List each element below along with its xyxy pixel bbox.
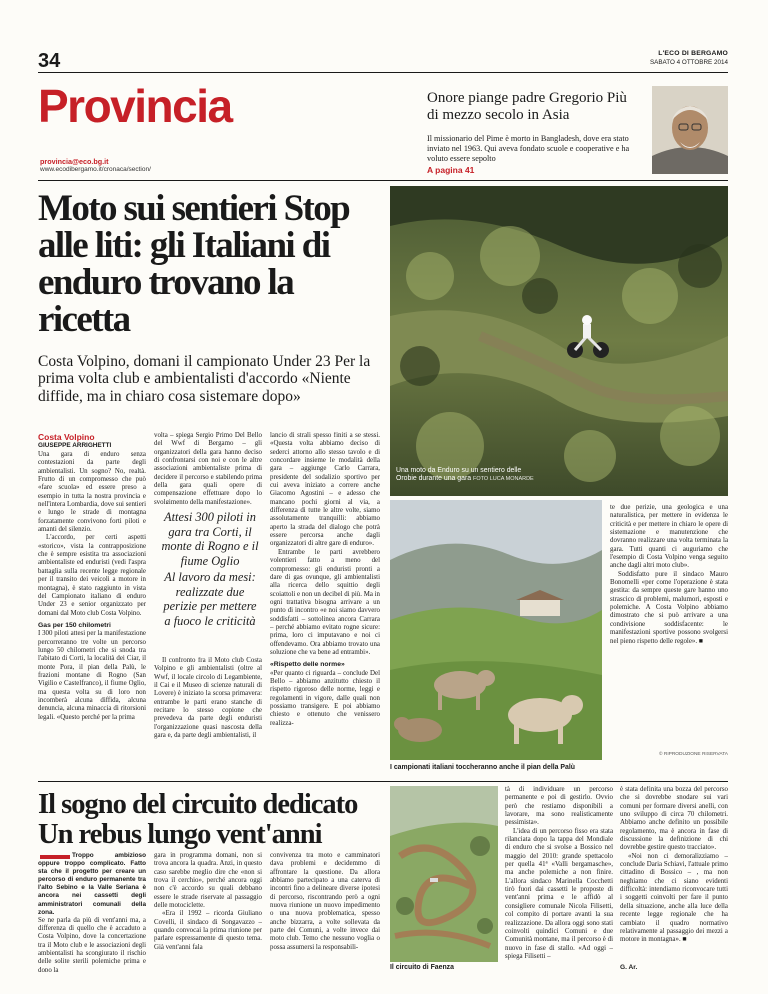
article1-col2-bottom [154, 657, 262, 773]
section-url[interactable]: www.ecodibergamo.it/cronaca/section/ [40, 166, 151, 173]
teaser-title[interactable]: Onore piange padre Gregorio Più di mezzo secolo in Asia [427, 90, 627, 123]
article1-col2-p2: Il confronto fra il Moto club Costa Volpino e gli ambientalisti (oltre al Wwf, il locale circolo di Legambiente, il Cai e il Museo di scienze naturali di Lovere) è iniziato la scorsa primavera: entrambe le parti erano stanche di recitare lo stesso copione che prevedeva da parte degli enduristi l'organizzazione quasi nascosta della gara e, da parte degli ambientalisti, il [154, 657, 262, 740]
article1-copyright: © RIPRODUZIONE RISERVATA [658, 752, 728, 757]
teaser-text: Il missionario del Pime è morto in Bangladesh, dove era stato inviato nel 1963. Qui aveva fondato scuole e cooperative e ha voluto essere sepolto [427, 134, 630, 163]
article2-col4-p1: tà di individuare un percorso permanente e poi di gestirlo. Ovvio però che restiamo disponibili a lavorare, ma sono realisticamente pessimista». [505, 786, 613, 827]
publication-name: L'ECO DI BERGAMO [658, 50, 728, 57]
teaser-portrait [652, 86, 728, 174]
section-title: Provincia [38, 80, 232, 132]
photo1-caption [396, 467, 536, 483]
article1-col1-p3: I 300 piloti attesi per la manifestazione percorreranno tre volte un percorso lungo 50 chilometri che si snoda tra l'abitato di Corti, la località dei Ciar, il monte Pora, il pian della Palù, le frazioni montane di Rogno (San Vigilio e Castelfranco), il fiume Oglio, ma questa volta su di loro non incomberà alcuna diffida, alcuna denuncia, alcuna minaccia di ritorsioni legali. «Questo perché per la prima [38, 630, 146, 721]
article1-col3-subhead: «Rispetto delle norme» [270, 661, 345, 669]
article1-col2-p1: volta – spiega Sergio Primo Del Bello del Wwf di Bergamo – gli organizzatori della gara hanno deciso di confrontarsi con noi e con le altre associazioni ambientaliste prima di decidere il percorso e stabilendo prima della gara quali opere di compensazione effettuare dopo lo svolgimento della manifestazione». [154, 432, 262, 504]
article1-pullquote-2: Al lavoro da mesi: realizzate due perizie per mettere a fuoco le criticità [163, 570, 257, 628]
article2-col4 [505, 786, 613, 972]
article2-kicker: Troppo ambizioso oppure troppo complicato. Fatto sta che il progetto per creare un percorso di enduro permanente tra l'alto Sebino e la Valle Seriana è ancora nei cassetti degli amministratori comunali della zona. [38, 852, 146, 916]
article1-col4-p1: te due perizie, una geologica e una naturalistica, per mettere in evidenza le criticità e per mettere in chiaro le opere di sistemazione e manutenzione che dovranno realizzare una volta terminata la gara. Tutti quanti ci auguriamo che l'esempio di Costa Volpino venga seguito anche dagli altri moto club». [610, 504, 728, 570]
article1-headline: Moto sui sentieri Stop alle liti: gli Italiani di enduro trovano la ricetta [38, 188, 350, 340]
photo2-caption: I campionati italiani toccheranno anche il pian della Palù [390, 764, 575, 771]
article1-col3-p1: lancio di strali spesso finiti a se stessi. «Questa volta abbiamo deciso di sederci attorno allo stesso tavolo e di concordare insieme le modalità della gara – aggiunge Carlo Carrara, presidente del sodalizio sportivo per cui aveva iniziato a correre anche Giacomo Agostini – e adesso che mancano pochi giorni al via, a differenza di tutte le altre volte, siamo assolutamente tranquilli: abbiamo aperto la strada del dialogo che potrà essere percorsa anche dagli organizzatori di altre gare di enduro». [270, 432, 380, 548]
article2-col5 [620, 786, 728, 964]
article1-col1 [38, 451, 146, 773]
article1-location: Costa Volpino [38, 432, 95, 442]
photo3-caption: Il circuito di Faenza [390, 964, 454, 971]
photo1-credit: FOTO LUCA MONARDE [473, 476, 534, 483]
article1-col4-p2: Soddisfatto pure il sindaco Mauro Bonomelli «per come l'operazione è stata gestita: da sempre queste gare hanno uno strascico di problemi, malumori, esposti e polemiche. A Costa Volpino abbiamo dimostrato che si può arrivare a una condivisione soddisfacente: le manifestazioni sportive possono svolgersi nel pieno rispetto delle regole». ■ [610, 570, 728, 645]
photo-cows-pasture [390, 500, 602, 760]
article1-col1-p2: L'accordo, per certi aspetti «storico», vista la contrapposizione che è sempre esistita tra associazioni ambientaliste ed enduristi (vedi l'aspra battaglia sulla recente legge regionale per il transito dei veicoli a motore in montagna), è stato raggiunto in vista del Campionato italiano di enduro Under 23 e senior organizzato per domani dal Moto club Costa Volpino. [38, 534, 146, 617]
article1-pullquote-1: Attesi 300 piloti in gara tra Corti, il monte di Rogno e il fiume Oglio [161, 510, 259, 568]
article1-col3 [270, 432, 380, 773]
photo-enduro-trail [390, 186, 728, 496]
publication-date: SABATO 4 OTTOBRE 2014 [649, 59, 728, 66]
teaser-rule [38, 180, 728, 181]
article2-col1-p1: Se ne parla da più di vent'anni ma, a differenza di quello che è accaduto a Costa Volpino, dove la concertazione tra il Moto club e le associazioni degli ambientalisti ha scongiurato il rischio delle solite sterili polemiche prima e dopo la [38, 916, 146, 972]
page-number: 34 [38, 50, 61, 72]
teaser-link[interactable]: A pagina 41 [427, 165, 475, 175]
article1-author: GIUSEPPE ARRIGHETTI [38, 442, 112, 449]
article2-col5-p1: è stata definita una bozza del percorso che si dovrebbe snodare sui vari comuni per formare diversi anelli, con uno sviluppo di circa 70 chilometri. Abbiamo anche definito un possibile regolamento, ma è ancora in fase di discussione la definizione di chi dovrebbe gestire questo tracciato». [620, 786, 728, 852]
article2-col3 [270, 852, 380, 972]
header-rule [38, 72, 728, 73]
article2-col4-p2: L'idea di un percorso fisso era stata rilanciata dopo la tappa del Mondiale di enduro che si svolse a Bossico nel maggio del 2010: grande spettacolo per quella 41ª «Valli bergamasche», ma anche polemiche a non finire. L'allora sindaco Marinella Cocchetti tirò fuori dai cassetti le proposte di vent'anni prima e le affidò al consigliere comunale Nicola Filisetti, col compito di portare avanti la sua realizzazione. Da allora oggi sono stati coinvolti quindici Comuni e due Comunità montane, ma il percorso è di nuovo in fase di stallo. «Ad oggi – spiega Filisetti – [505, 827, 613, 960]
article2-signature: G. Ar. [620, 964, 638, 971]
article2-col2-p2: «Era il 1992 – ricorda Giuliano Covelli, il sindaco di Songavazzo – quando convocai la prima riunione per parlare espressamente di questo tema. Già vent'anni fala [154, 910, 262, 951]
article2-col5-p2: «Noi non ci demoralizziamo – conclude Daria Schiavi, l'attuale primo cittadino di Bossico – , ma non neghiamo che ci siano evidenti difficoltà: intendiamo riconvocare tutti i soggetti coinvolti per fare il punto della situazione, anche alla luce della recente legge regionale che ha cambiato il quadro normativo relativamente al passaggio dei mezzi a motore in montagna». ■ [620, 852, 728, 944]
photo1-caption-text: Una moto da Enduro su un sentiero delle Orobie durante una gara [396, 467, 522, 483]
article2-col3-p1: convivenza tra moto e camminatori dava problemi e decidemmo di affrontare la questione. Da allora abbiamo partecipato a una caterva di incontri fino a delineare diverse ipotesi di percorso, riscontrando però a ogni nuova riunione un nuovo impedimento o una nuova problematica, spesso anche bizzarra, a volte sollevata da parte dei Comuni, a volte invece dai moto club. Temo che nessuno voglia o possa assumersi la responsabili- [270, 852, 380, 951]
article1-col2-top [154, 432, 262, 504]
article1-col1-p1: Una gara di enduro senza contestazioni da parte degli ambientalisti. Un sogno? No, realtà. Frutto di un compromesso che può «fare scuola» ed essere preso a esempio in tutta la nostra provincia e nell'intera Lombardia, dove sui sentieri e lungo le strade di montagna forzatamente convivono forti piloti e amanti del silenzio. [38, 451, 146, 534]
article1-col4 [610, 504, 728, 750]
article2-headline: Il sogno del circuito dedicato Un rebus lungo vent'anni [38, 789, 358, 850]
article2-col1 [38, 852, 146, 972]
article1-col1-subhead: Gas per 150 chilometri [38, 621, 111, 629]
article1-col3-p3: «Per quanto ci riguarda – conclude Del Bello – abbiamo anzitutto chiesto il rispetto rigoroso delle norme, leggi e regolamenti in vigore, dalle quali non possiamo transigere. E poi abbiamo chiesto e ottenuto che venissero realizza- [270, 669, 380, 727]
photo-faenza-circuit [390, 786, 498, 962]
article2-col2 [154, 852, 262, 972]
article-divider [38, 781, 728, 782]
section-email[interactable]: provincia@eco.bg.it [40, 157, 109, 166]
article1-col3-p2: Entrambe le parti avrebbero volentieri fatto a meno del compromesso: gli enduristi pronti a dare di gas ovunque, gli ambientalisti alla ricerca dello squittio degli scoiattoli e non un decibel di più. Ma in ogni trattativa bisogna arrivare a un punto di incontro «e noi siamo davvero soddisfatti – sottolinea ancora Carrara – perché abbiamo evitato rogne sicure: prima, loro ci imputavano e noi ci offendevamo. Ora abbiamo trovato una soluzione che va bene ad entrambi». [270, 548, 380, 656]
article1-subheadline: Costa Volpino, domani il campionato Under 23 Per la prima volta club e ambientalisti d'accordo «Niente diffide, ma in chiaro cosa sistemare dopo» [38, 353, 371, 405]
article2-col2-p1: gara in programma domani, non si trova ancora la quadra. Anzi, in questo caso sarebbe meglio dire che «non si trova il cerchio», perché ancora oggi non c'è accordo su quali debbano essere le strade riservate al passaggio delle motociclette. [154, 852, 262, 910]
